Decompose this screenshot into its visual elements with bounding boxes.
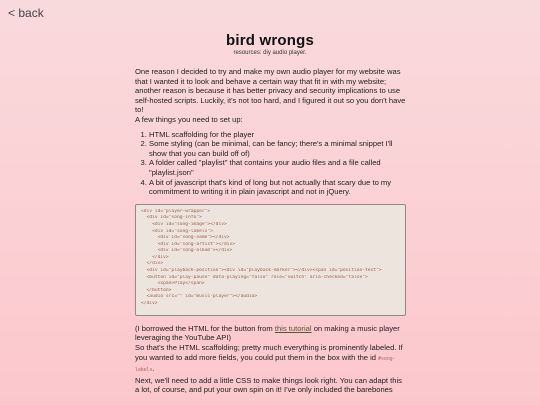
code-line: </div> [141, 301, 158, 307]
article-content [135, 67, 406, 395]
code-line: <span>Play</span> [141, 281, 205, 287]
scaffold-end: . [152, 364, 155, 374]
after-code-section [135, 324, 406, 395]
inline-code: #song-labels [135, 356, 396, 374]
steps-list [149, 130, 406, 197]
scaffold-text: So that's the HTML scaffolding; pretty much everything is prominently labeled. If you wanted to add more fields, you could put them in the box with the id [135, 342, 403, 362]
code-line: <div id="song-image"></div> [141, 221, 227, 227]
page-title: bird wrongs [225, 32, 315, 49]
list-item: 3. A folder called "playlist" that contains your audio files and a file called "playlist.json" [149, 158, 406, 177]
code-line: </div> [141, 254, 169, 260]
page-header [0, 32, 540, 56]
code-line: <div id="song-labels"> [141, 228, 213, 234]
code-line: <div id="playback-position"><div id="playback-marker"></div><span id="position-text"> [141, 268, 382, 274]
code-line: <button id="play-pause" data-playing="false" role="switch" aria-checked="false"> [141, 274, 368, 280]
code-line: </button> [141, 287, 172, 293]
list-item: 2. Some styling (can be minimal, can be fancy; there's a minimal snippet I'll show that you can build off of) [149, 139, 406, 158]
borrowed-note [135, 324, 406, 343]
intro-paragraph: One reason I decided to try and make my own audio player for my website was that I wanted it to look and behave a certain way that fit in with my website; another reason is because it has better privacy and security implications to use self-hosted scripts. Luckily, it's not too hard, and I figured it out so you don't have to! [135, 67, 406, 115]
scaffold-paragraph [135, 343, 406, 376]
borrowed-pre-text: (I borrowed the HTML for the button from [135, 323, 275, 333]
code-line: <div id="song-name"></div> [141, 235, 230, 241]
code-line: <div id="song-artist"></div> [141, 241, 236, 247]
intro-lead: A few things you need to set up: [135, 114, 243, 124]
code-line: <div id="song-info"> [141, 215, 202, 221]
list-item: 1. HTML scaffolding for the player [149, 130, 406, 140]
list-item: 4. A bit of javascript that's kind of long but not actually that scary due to my commitment to writing it in plain javascript and not in jQuery. [149, 178, 406, 197]
tutorial-link[interactable]: this tutorial [274, 323, 312, 333]
code-line: <div id="song-album"></div> [141, 248, 233, 254]
borrowed-post-text: on making a music player leveraging the YouTube API) [135, 323, 400, 343]
code-line: <div id="player-wrapper"> [141, 208, 211, 214]
css-paragraph: Next, we'll need to add a little CSS to make things look right. You can adapt this a lot, of course, and put your own spin on it! I've only included the barebones [135, 375, 402, 395]
code-line: <audio src="" id="music-player"></audio> [141, 294, 258, 300]
code-line: </div> [141, 261, 164, 267]
page-subtitle: resources: diy audio player. [233, 50, 307, 56]
html-code-block [135, 204, 406, 316]
back-link[interactable]: < back [8, 6, 44, 20]
